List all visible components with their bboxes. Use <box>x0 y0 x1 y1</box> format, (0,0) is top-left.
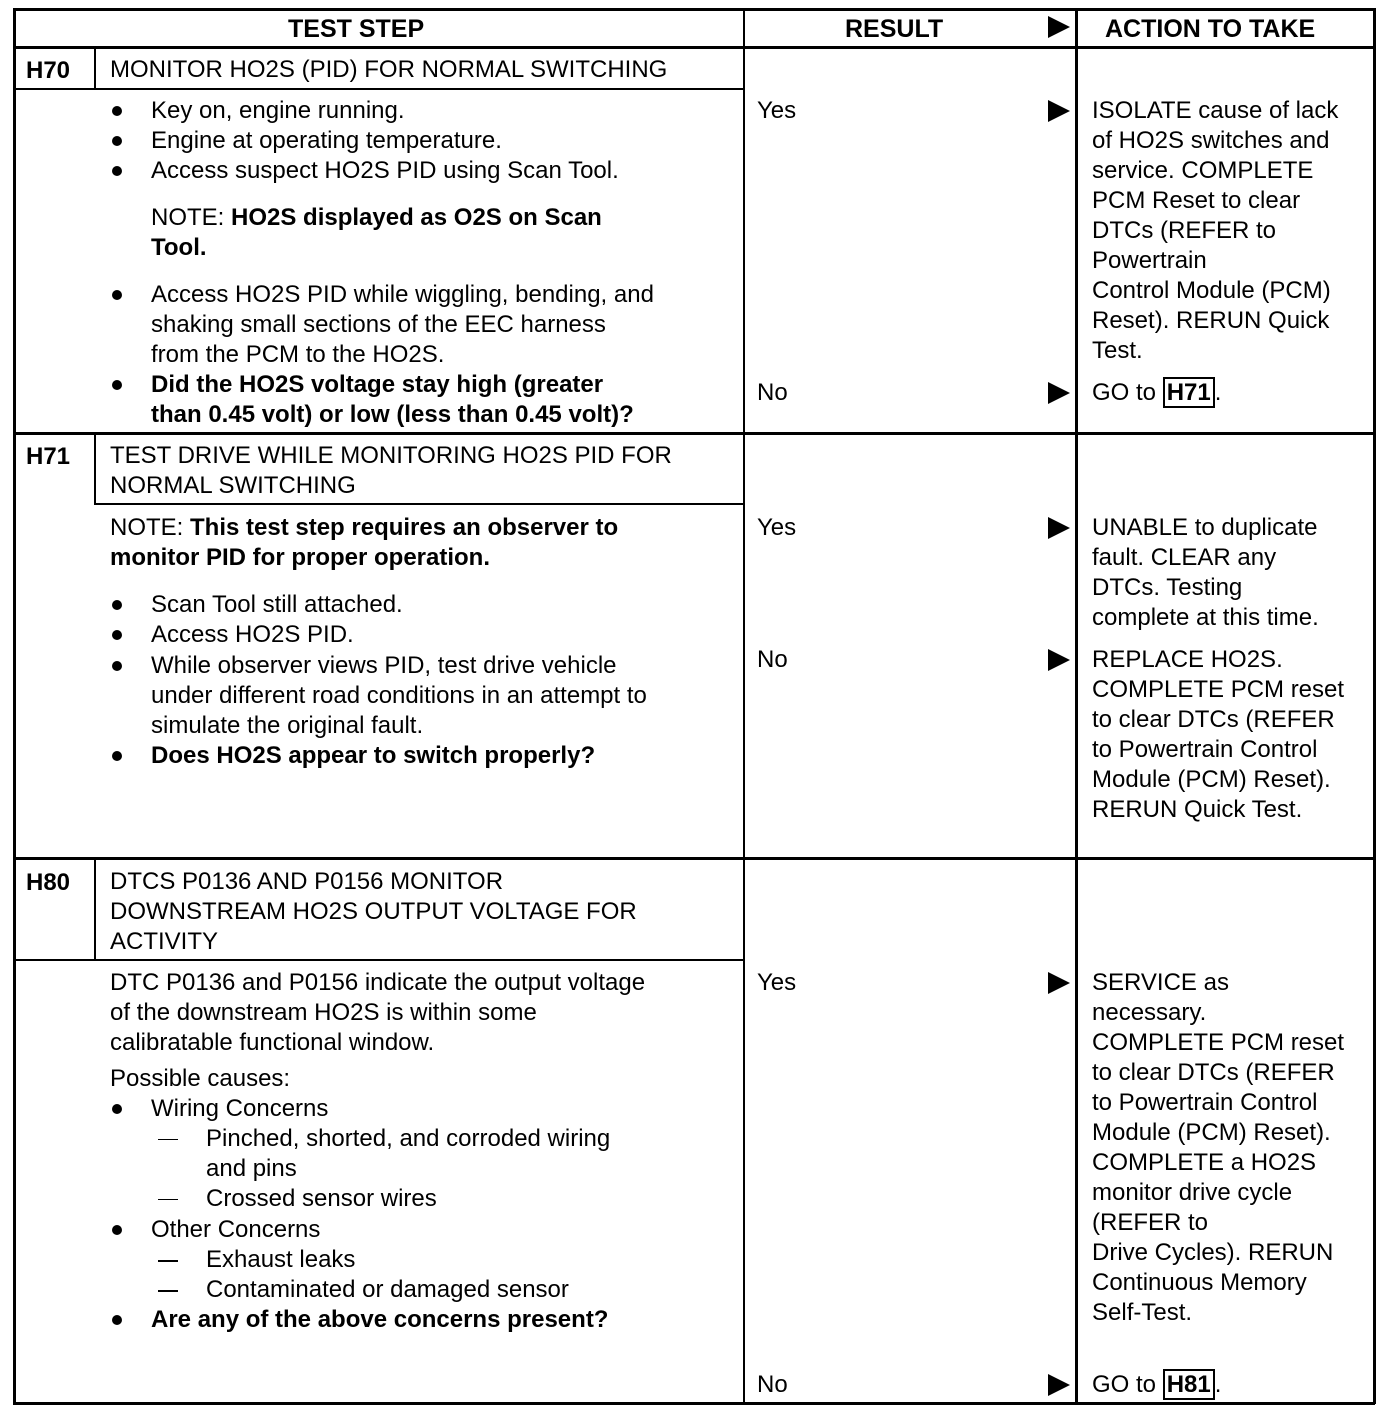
line: Continuous Memory <box>1092 1269 1307 1296</box>
code-divider-h70 <box>94 48 96 88</box>
h80-result-yes: Yes <box>757 969 797 996</box>
line: COMPLETE PCM reset <box>1092 1029 1345 1056</box>
line: UNABLE to duplicate <box>1092 514 1318 541</box>
line: DTCs. Testing <box>1092 574 1243 601</box>
h71-bullet-3 <box>151 651 647 741</box>
h70-note <box>151 203 731 263</box>
line: DTC P0136 and P0156 indicate the output voltage <box>110 969 646 996</box>
line: to clear DTCs (REFER <box>1092 706 1335 733</box>
bullet-icon <box>112 1225 122 1235</box>
h71-bullet-1: Scan Tool still attached. <box>151 591 403 618</box>
line: While observer views PID, test drive vehicle <box>151 652 617 679</box>
line: NORMAL SWITCHING <box>110 472 356 499</box>
line: Module (PCM) Reset). <box>1092 766 1331 793</box>
step-code-h71: H71 <box>26 443 71 470</box>
code-divider-h71 <box>94 434 96 504</box>
line: monitor drive cycle <box>1092 1179 1293 1206</box>
title-underline-h80 <box>13 959 745 961</box>
table-right-border <box>1373 8 1376 1404</box>
bullet-icon <box>112 630 122 640</box>
line: ISOLATE cause of lack <box>1092 97 1339 124</box>
line: from the PCM to the HO2S. <box>151 341 445 368</box>
h80-cause-wiring-a <box>206 1124 610 1184</box>
header-action: ACTION TO TAKE <box>1105 15 1316 43</box>
line: to Powertrain Control <box>1092 1089 1318 1116</box>
line: DTCs (REFER to <box>1092 217 1277 244</box>
arrow-icon <box>1048 649 1070 671</box>
header-test-step: TEST STEP <box>288 15 425 43</box>
bullet-icon <box>112 166 122 176</box>
bullet-icon <box>112 290 122 300</box>
h71-result-yes: Yes <box>757 514 797 541</box>
line: to Powertrain Control <box>1092 736 1318 763</box>
h80-result-no: No <box>757 1371 788 1398</box>
step-title-h71 <box>110 441 672 501</box>
bullet-icon <box>112 751 122 761</box>
h70-no-action <box>1092 378 1221 408</box>
arrow-icon <box>1048 1374 1070 1396</box>
line: (REFER to <box>1092 1209 1209 1236</box>
h71-bullet-4: Does HO2S appear to switch properly? <box>151 742 596 769</box>
line: ACTIVITY <box>110 928 219 955</box>
line: Module (PCM) Reset). <box>1092 1119 1331 1146</box>
arrow-icon <box>1048 972 1070 994</box>
col-divider-action <box>1075 8 1078 1404</box>
h70-bullet-4 <box>151 280 654 370</box>
h70-bullet-1: Key on, engine running. <box>151 97 405 124</box>
title-underline-h70 <box>13 88 745 90</box>
line: DTCS P0136 AND P0156 MONITOR <box>110 868 504 895</box>
bullet-icon <box>112 1104 122 1114</box>
arrow-icon <box>1048 517 1070 539</box>
step-code-h80: H80 <box>26 869 71 896</box>
col-divider-result <box>743 8 745 1404</box>
step-title-h70: MONITOR HO2S (PID) FOR NORMAL SWITCHING <box>110 56 668 83</box>
note-text-1: This test step requires an observer to <box>190 514 619 541</box>
h80-possible-causes: Possible causes: <box>110 1065 291 1092</box>
table-top-border <box>13 8 1375 11</box>
line: Reset). RERUN Quick <box>1092 307 1330 334</box>
h71-yes-action <box>1092 513 1372 633</box>
note-text-1: HO2S displayed as O2S on Scan <box>231 204 602 231</box>
h70-bullet-5 <box>151 370 634 430</box>
line: Pinched, shorted, and corroded wiring <box>206 1125 611 1152</box>
line: complete at this time. <box>1092 604 1319 631</box>
separator-h71 <box>13 432 1375 435</box>
dash-icon <box>158 1199 178 1200</box>
line: simulate the original fault. <box>151 712 424 739</box>
header-arrow-icon <box>1048 16 1070 38</box>
table-bottom-border <box>13 1402 1375 1405</box>
h80-cause-wiring: Wiring Concerns <box>151 1095 329 1122</box>
h80-cause-other-b: Contaminated or damaged sensor <box>206 1276 569 1303</box>
note-label: NOTE: <box>151 204 232 231</box>
line: Test. <box>1092 337 1143 364</box>
arrow-icon <box>1048 100 1070 122</box>
line: Did the HO2S voltage stay high (greater <box>151 371 604 398</box>
step-ref-h71[interactable]: H71 <box>1163 377 1215 408</box>
line: necessary. <box>1092 999 1207 1026</box>
h80-cause-other-a: Exhaust leaks <box>206 1246 356 1273</box>
h80-description <box>110 968 735 1058</box>
line: to clear DTCs (REFER <box>1092 1059 1335 1086</box>
line: of the downstream HO2S is within some <box>110 999 537 1026</box>
note-label: NOTE: <box>110 514 191 541</box>
line: Self-Test. <box>1092 1299 1193 1326</box>
line: DOWNSTREAM HO2S OUTPUT VOLTAGE FOR <box>110 898 637 925</box>
bullet-icon <box>112 600 122 610</box>
note-text-2: Tool. <box>151 234 207 261</box>
line: Drive Cycles). RERUN <box>1092 1239 1334 1266</box>
line: COMPLETE PCM reset <box>1092 676 1345 703</box>
line: COMPLETE a HO2S <box>1092 1149 1317 1176</box>
line: under different road conditions in an attempt to <box>151 682 647 709</box>
line: than 0.45 volt) or low (less than 0.45 volt)? <box>151 401 634 428</box>
note-text-2: monitor PID for proper operation. <box>110 544 491 571</box>
dash-icon <box>158 1139 178 1140</box>
line: TEST DRIVE WHILE MONITORING HO2S PID FOR <box>110 442 672 469</box>
h70-yes-action <box>1092 96 1372 366</box>
h80-no-action <box>1092 1370 1221 1400</box>
h71-no-action <box>1092 645 1372 825</box>
dash-icon <box>158 1290 178 1292</box>
step-code-h70: H70 <box>26 57 71 84</box>
line: RERUN Quick Test. <box>1092 796 1303 823</box>
title-underline-h71 <box>94 503 745 505</box>
line: and pins <box>206 1155 297 1182</box>
bullet-icon <box>112 1315 122 1325</box>
period: . <box>1214 1371 1222 1398</box>
line: REPLACE HO2S. <box>1092 646 1283 673</box>
line: SERVICE as <box>1092 969 1229 996</box>
goto-label: GO to <box>1092 379 1163 406</box>
line: Powertrain <box>1092 247 1207 274</box>
line: PCM Reset to clear <box>1092 187 1301 214</box>
step-ref-h81[interactable]: H81 <box>1163 1369 1215 1400</box>
h80-question: Are any of the above concerns present? <box>151 1306 609 1333</box>
h70-bullet-2: Engine at operating temperature. <box>151 127 502 154</box>
h71-bullet-2: Access HO2S PID. <box>151 621 354 648</box>
line: shaking small sections of the EEC harness <box>151 311 606 338</box>
h71-note <box>110 513 730 573</box>
h80-yes-action <box>1092 968 1372 1328</box>
line: of HO2S switches and <box>1092 127 1330 154</box>
step-title-h80 <box>110 867 637 957</box>
code-divider-h80 <box>94 859 96 959</box>
header-bottom-border <box>13 46 1375 49</box>
period: . <box>1214 379 1222 406</box>
h70-result-no: No <box>757 379 788 406</box>
line: Access HO2S PID while wiggling, bending, and <box>151 281 654 308</box>
h71-result-no: No <box>757 646 788 673</box>
h70-bullet-3: Access suspect HO2S PID using Scan Tool. <box>151 157 619 184</box>
bullet-icon <box>112 136 122 146</box>
table-left-border <box>13 8 16 1404</box>
line: fault. CLEAR any <box>1092 544 1277 571</box>
goto-label: GO to <box>1092 1371 1163 1398</box>
line: service. COMPLETE <box>1092 157 1314 184</box>
h80-cause-wiring-b: Crossed sensor wires <box>206 1185 437 1212</box>
header-result: RESULT <box>845 15 944 43</box>
bullet-icon <box>112 106 122 116</box>
arrow-icon <box>1048 382 1070 404</box>
dash-icon <box>158 1260 178 1262</box>
line: calibratable functional window. <box>110 1029 435 1056</box>
bullet-icon <box>112 380 122 390</box>
separator-h80 <box>13 857 1375 860</box>
h80-cause-other: Other Concerns <box>151 1216 321 1243</box>
h70-result-yes: Yes <box>757 97 797 124</box>
bullet-icon <box>112 661 122 671</box>
line: Control Module (PCM) <box>1092 277 1331 304</box>
